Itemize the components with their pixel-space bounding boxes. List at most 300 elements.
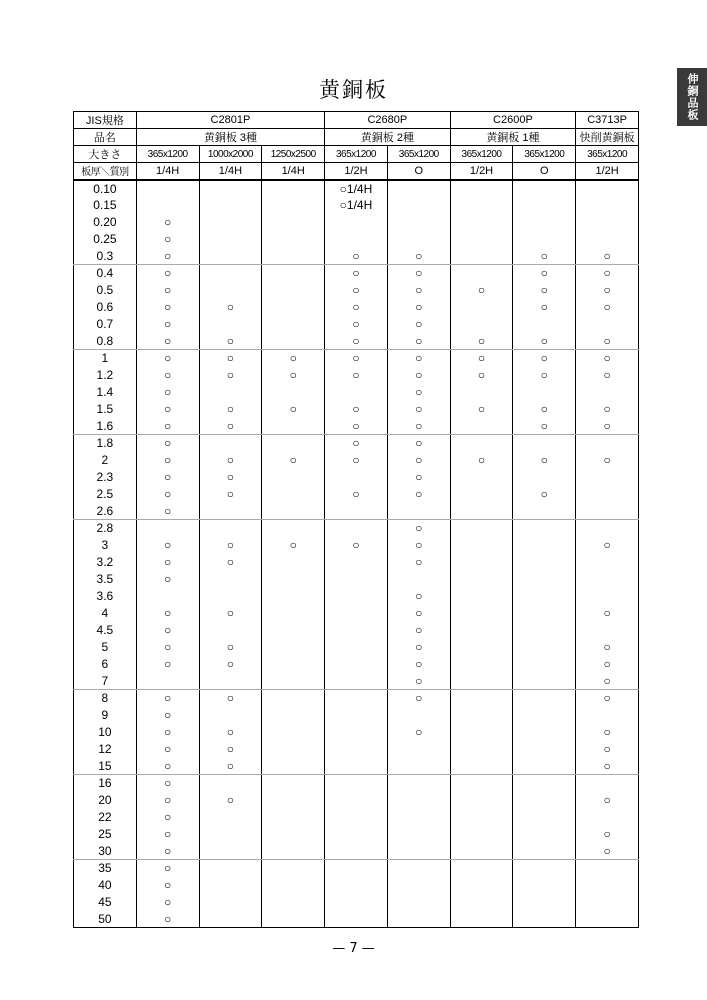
- availability-mark: ○: [325, 282, 388, 299]
- availability-mark: ○: [576, 333, 639, 350]
- availability-mark: ○: [136, 503, 199, 520]
- availability-mark: [450, 826, 513, 843]
- table-row: [74, 469, 639, 486]
- availability-mark: ○: [387, 469, 450, 486]
- availability-mark: ○: [387, 316, 450, 333]
- temper: 1/4H: [199, 163, 262, 180]
- availability-mark: ○: [136, 248, 199, 265]
- table-row: [74, 350, 639, 367]
- availability-mark: ○: [387, 554, 450, 571]
- availability-mark: [513, 316, 576, 333]
- availability-mark: [450, 639, 513, 656]
- availability-mark: ○: [136, 639, 199, 656]
- availability-mark: [576, 588, 639, 605]
- availability-mark: [262, 571, 325, 588]
- availability-mark: [450, 724, 513, 741]
- thickness-value: 9: [74, 707, 137, 724]
- thickness-value: 30: [74, 843, 137, 860]
- availability-mark: [576, 384, 639, 401]
- availability-mark: [450, 299, 513, 316]
- availability-mark: [576, 214, 639, 231]
- table-row: [74, 911, 639, 928]
- availability-mark: [387, 214, 450, 231]
- availability-mark: ○: [513, 265, 576, 282]
- availability-mark: [387, 792, 450, 809]
- availability-mark: ○: [387, 367, 450, 384]
- availability-mark: [450, 673, 513, 690]
- table-row: [74, 180, 639, 197]
- availability-mark: [325, 860, 388, 877]
- availability-mark: [199, 248, 262, 265]
- availability-mark: [136, 588, 199, 605]
- availability-mark: ○: [513, 333, 576, 350]
- availability-mark: [576, 520, 639, 537]
- availability-mark: [199, 316, 262, 333]
- thickness-value: 0.7: [74, 316, 137, 333]
- availability-mark: ○: [387, 724, 450, 741]
- availability-mark: [387, 775, 450, 792]
- table-row: [74, 639, 639, 656]
- availability-mark: ○: [136, 486, 199, 503]
- availability-mark: [387, 894, 450, 911]
- availability-mark: [262, 622, 325, 639]
- availability-mark: [450, 588, 513, 605]
- table-row: [74, 452, 639, 469]
- availability-mark: [262, 503, 325, 520]
- availability-mark: [450, 214, 513, 231]
- availability-mark: ○: [199, 469, 262, 486]
- availability-mark: ○: [136, 384, 199, 401]
- availability-mark: ○: [325, 248, 388, 265]
- availability-mark: [450, 656, 513, 673]
- thickness-value: 0.15: [74, 197, 137, 214]
- availability-mark: ○: [513, 486, 576, 503]
- sheet-size: 365x1200: [450, 146, 513, 163]
- availability-mark: ○: [199, 367, 262, 384]
- availability-mark: [450, 571, 513, 588]
- availability-mark: [450, 775, 513, 792]
- availability-mark: [450, 180, 513, 197]
- availability-mark: [199, 197, 262, 214]
- availability-mark: [262, 826, 325, 843]
- availability-mark: ○: [513, 282, 576, 299]
- availability-mark: [199, 231, 262, 248]
- table-row: [74, 282, 639, 299]
- availability-mark: [450, 316, 513, 333]
- availability-mark: [199, 622, 262, 639]
- availability-mark: ○: [199, 350, 262, 367]
- availability-mark: [576, 707, 639, 724]
- table-row: [74, 401, 639, 418]
- availability-mark: [199, 571, 262, 588]
- thickness-value: 2: [74, 452, 137, 469]
- availability-mark: [199, 843, 262, 860]
- thickness-value: 50: [74, 911, 137, 928]
- table-row: [74, 435, 639, 452]
- availability-mark: [513, 690, 576, 707]
- availability-mark: ○: [387, 299, 450, 316]
- availability-mark: ○: [450, 367, 513, 384]
- availability-mark: ○: [576, 758, 639, 775]
- thickness-value: 4: [74, 605, 137, 622]
- table-row: [74, 792, 639, 809]
- table-row: [74, 690, 639, 707]
- table-row: [74, 894, 639, 911]
- availability-mark: ○: [576, 282, 639, 299]
- thickness-value: 22: [74, 809, 137, 826]
- availability-mark: ○: [199, 724, 262, 741]
- availability-mark: ○: [199, 452, 262, 469]
- availability-mark: ○: [450, 333, 513, 350]
- availability-mark: [450, 843, 513, 860]
- availability-mark: ○: [136, 537, 199, 554]
- availability-mark: ○: [513, 452, 576, 469]
- availability-mark: ○: [387, 384, 450, 401]
- thickness-value: 3.2: [74, 554, 137, 571]
- table-body: [74, 180, 639, 928]
- availability-mark: [325, 741, 388, 758]
- availability-mark: ○: [199, 690, 262, 707]
- availability-mark: [325, 588, 388, 605]
- availability-mark: [325, 775, 388, 792]
- availability-mark: [136, 520, 199, 537]
- availability-mark: [325, 724, 388, 741]
- table-row: [74, 588, 639, 605]
- availability-mark: [513, 197, 576, 214]
- temper-row: [74, 163, 639, 180]
- table-row: [74, 299, 639, 316]
- table-row: [74, 265, 639, 282]
- availability-mark: ○: [387, 639, 450, 656]
- thickness-value: 0.5: [74, 282, 137, 299]
- availability-mark: ○: [136, 707, 199, 724]
- availability-mark: [513, 639, 576, 656]
- availability-mark: ○: [199, 605, 262, 622]
- thickness-value: 35: [74, 860, 137, 877]
- table-row: [74, 503, 639, 520]
- availability-mark: [576, 894, 639, 911]
- availability-mark: ○: [325, 418, 388, 435]
- availability-mark: [199, 775, 262, 792]
- availability-mark: [513, 741, 576, 758]
- availability-mark: [513, 707, 576, 724]
- availability-mark: [136, 180, 199, 197]
- availability-mark: ○: [262, 350, 325, 367]
- availability-mark: [513, 435, 576, 452]
- thickness-value: 2.3: [74, 469, 137, 486]
- availability-mark: [576, 503, 639, 520]
- availability-mark: ○: [199, 792, 262, 809]
- availability-mark: ○: [136, 350, 199, 367]
- availability-mark: ○: [325, 316, 388, 333]
- availability-mark: [325, 673, 388, 690]
- availability-mark: ○: [576, 826, 639, 843]
- availability-mark: [576, 877, 639, 894]
- availability-mark: ○: [136, 265, 199, 282]
- jis-code: C3713P: [576, 112, 639, 129]
- availability-mark: ○: [136, 656, 199, 673]
- availability-mark: [450, 384, 513, 401]
- availability-mark: ○: [136, 724, 199, 741]
- thickness-value: 0.10: [74, 180, 137, 197]
- availability-mark: [262, 435, 325, 452]
- jis-code: C2600P: [450, 112, 576, 129]
- availability-mark: [450, 418, 513, 435]
- thickness-value: 3: [74, 537, 137, 554]
- availability-mark: [576, 860, 639, 877]
- availability-mark: ○: [576, 656, 639, 673]
- availability-mark: [325, 656, 388, 673]
- availability-mark: [450, 554, 513, 571]
- availability-mark: ○: [325, 350, 388, 367]
- availability-mark: [450, 503, 513, 520]
- availability-mark: [325, 605, 388, 622]
- thickness-value: 0.6: [74, 299, 137, 316]
- availability-mark: [325, 520, 388, 537]
- availability-mark: [576, 180, 639, 197]
- availability-mark: [325, 809, 388, 826]
- thickness-value: 1: [74, 350, 137, 367]
- availability-mark: [513, 520, 576, 537]
- thickness-value: 8: [74, 690, 137, 707]
- availability-mark: ○: [513, 418, 576, 435]
- availability-mark: ○: [387, 537, 450, 554]
- availability-mark: ○: [199, 537, 262, 554]
- table-row: [74, 571, 639, 588]
- availability-mark: [450, 894, 513, 911]
- availability-mark: [262, 843, 325, 860]
- temper: 1/4H: [262, 163, 325, 180]
- availability-mark: [576, 554, 639, 571]
- table-row: [74, 860, 639, 877]
- availability-mark: ○: [576, 418, 639, 435]
- availability-mark: ○: [576, 299, 639, 316]
- availability-mark: ○: [325, 265, 388, 282]
- availability-mark: [513, 656, 576, 673]
- availability-mark: ○: [136, 741, 199, 758]
- thickness-value: 6: [74, 656, 137, 673]
- availability-mark: [199, 520, 262, 537]
- table-row: [74, 248, 639, 265]
- jis-code: C2801P: [136, 112, 324, 129]
- availability-mark: [513, 469, 576, 486]
- availability-mark: ○: [262, 367, 325, 384]
- availability-mark: ○: [576, 401, 639, 418]
- jis-row: [74, 112, 639, 129]
- availability-mark: [262, 282, 325, 299]
- availability-mark: ○: [576, 350, 639, 367]
- table-row: [74, 214, 639, 231]
- availability-mark: [513, 792, 576, 809]
- availability-mark: ○: [576, 792, 639, 809]
- table-row: [74, 656, 639, 673]
- thickness-value: 1.5: [74, 401, 137, 418]
- table-row: [74, 316, 639, 333]
- availability-mark: [199, 435, 262, 452]
- availability-mark: [513, 605, 576, 622]
- availability-mark: ○: [387, 333, 450, 350]
- thickness-value: 4.5: [74, 622, 137, 639]
- availability-mark: ○: [136, 367, 199, 384]
- availability-mark: [325, 503, 388, 520]
- availability-mark: [513, 537, 576, 554]
- thickness-value: 0.8: [74, 333, 137, 350]
- availability-mark: ○: [262, 452, 325, 469]
- availability-mark: ○: [576, 639, 639, 656]
- availability-mark: ○1/4H: [325, 180, 388, 197]
- availability-mark: [450, 197, 513, 214]
- availability-mark: ○: [576, 452, 639, 469]
- availability-mark: ○: [576, 265, 639, 282]
- availability-mark: ○: [576, 248, 639, 265]
- availability-mark: [325, 843, 388, 860]
- availability-mark: [325, 690, 388, 707]
- availability-mark: [262, 214, 325, 231]
- sheet-size: 1250x2500: [262, 146, 325, 163]
- availability-mark: ○: [325, 435, 388, 452]
- availability-mark: [325, 571, 388, 588]
- table-row: [74, 877, 639, 894]
- availability-mark: ○: [450, 282, 513, 299]
- availability-mark: [450, 809, 513, 826]
- availability-mark: [513, 503, 576, 520]
- availability-mark: [387, 843, 450, 860]
- availability-mark: [262, 333, 325, 350]
- name-row: [74, 129, 639, 146]
- availability-mark: [262, 758, 325, 775]
- availability-mark: [262, 792, 325, 809]
- table-row: [74, 418, 639, 435]
- availability-mark: ○: [136, 877, 199, 894]
- thickness-value: 2.6: [74, 503, 137, 520]
- jis-code: C2680P: [325, 112, 451, 129]
- availability-mark: [450, 486, 513, 503]
- availability-mark: [199, 214, 262, 231]
- table-row: [74, 809, 639, 826]
- section-tab[interactable]: 伸銅品板: [677, 68, 707, 126]
- availability-mark: ○: [136, 401, 199, 418]
- thickness-value: 1.8: [74, 435, 137, 452]
- availability-mark: ○: [325, 401, 388, 418]
- availability-mark: ○: [136, 299, 199, 316]
- availability-mark: ○: [513, 367, 576, 384]
- availability-mark: ○: [262, 537, 325, 554]
- availability-mark: [576, 775, 639, 792]
- sheet-size: 365x1200: [513, 146, 576, 163]
- availability-mark: ○: [199, 401, 262, 418]
- availability-mark: [262, 741, 325, 758]
- availability-mark: ○: [136, 214, 199, 231]
- availability-mark: [262, 316, 325, 333]
- availability-mark: [387, 877, 450, 894]
- availability-mark: [387, 741, 450, 758]
- table-row: [74, 758, 639, 775]
- temper: 1/2H: [450, 163, 513, 180]
- table-row: [74, 554, 639, 571]
- availability-mark: [199, 673, 262, 690]
- temper: O: [513, 163, 576, 180]
- availability-mark: ○: [199, 758, 262, 775]
- thickness-value: 0.25: [74, 231, 137, 248]
- availability-mark: [325, 469, 388, 486]
- availability-mark: [262, 231, 325, 248]
- availability-mark: ○: [387, 418, 450, 435]
- availability-mark: ○: [513, 299, 576, 316]
- availability-mark: [199, 877, 262, 894]
- availability-mark: [576, 469, 639, 486]
- availability-mark: [262, 265, 325, 282]
- availability-mark: ○: [136, 758, 199, 775]
- availability-mark: ○: [325, 537, 388, 554]
- availability-mark: ○: [576, 690, 639, 707]
- thickness-value: 1.2: [74, 367, 137, 384]
- table-row: [74, 367, 639, 384]
- availability-mark: ○: [387, 265, 450, 282]
- availability-mark: [387, 197, 450, 214]
- table-row: [74, 333, 639, 350]
- availability-mark: [513, 231, 576, 248]
- thickness-label: 板厚＼質別: [74, 163, 137, 180]
- availability-mark: ○: [136, 435, 199, 452]
- availability-mark: ○: [576, 843, 639, 860]
- availability-mark: [513, 894, 576, 911]
- thickness-value: 1.4: [74, 384, 137, 401]
- availability-mark: ○: [136, 860, 199, 877]
- thickness-value: 1.6: [74, 418, 137, 435]
- availability-mark: [199, 503, 262, 520]
- availability-mark: ○: [387, 452, 450, 469]
- availability-mark: [262, 673, 325, 690]
- availability-mark: [262, 486, 325, 503]
- availability-mark: ○: [450, 452, 513, 469]
- availability-mark: ○: [513, 350, 576, 367]
- availability-mark: [199, 809, 262, 826]
- availability-mark: [576, 486, 639, 503]
- availability-mark: [450, 860, 513, 877]
- availability-mark: [199, 860, 262, 877]
- availability-mark: [576, 622, 639, 639]
- availability-mark: [136, 197, 199, 214]
- table-row: [74, 231, 639, 248]
- availability-mark: [325, 877, 388, 894]
- availability-mark: ○: [387, 588, 450, 605]
- availability-mark: [199, 911, 262, 928]
- brass-sheet-table: [73, 111, 639, 928]
- table-row: [74, 741, 639, 758]
- temper: O: [387, 163, 450, 180]
- availability-mark: ○: [199, 333, 262, 350]
- availability-mark: [387, 860, 450, 877]
- availability-mark: [513, 180, 576, 197]
- availability-mark: [576, 197, 639, 214]
- thickness-value: 0.4: [74, 265, 137, 282]
- availability-mark: ○: [136, 316, 199, 333]
- availability-mark: [387, 911, 450, 928]
- thickness-value: 10: [74, 724, 137, 741]
- table-row: [74, 622, 639, 639]
- availability-mark: [325, 911, 388, 928]
- availability-mark: [262, 520, 325, 537]
- thickness-value: 20: [74, 792, 137, 809]
- table-row: [74, 520, 639, 537]
- availability-mark: ○: [576, 724, 639, 741]
- sheet-size: 365x1200: [136, 146, 199, 163]
- availability-mark: [262, 248, 325, 265]
- availability-mark: [450, 469, 513, 486]
- availability-mark: ○: [199, 639, 262, 656]
- availability-mark: [387, 180, 450, 197]
- availability-mark: ○: [387, 622, 450, 639]
